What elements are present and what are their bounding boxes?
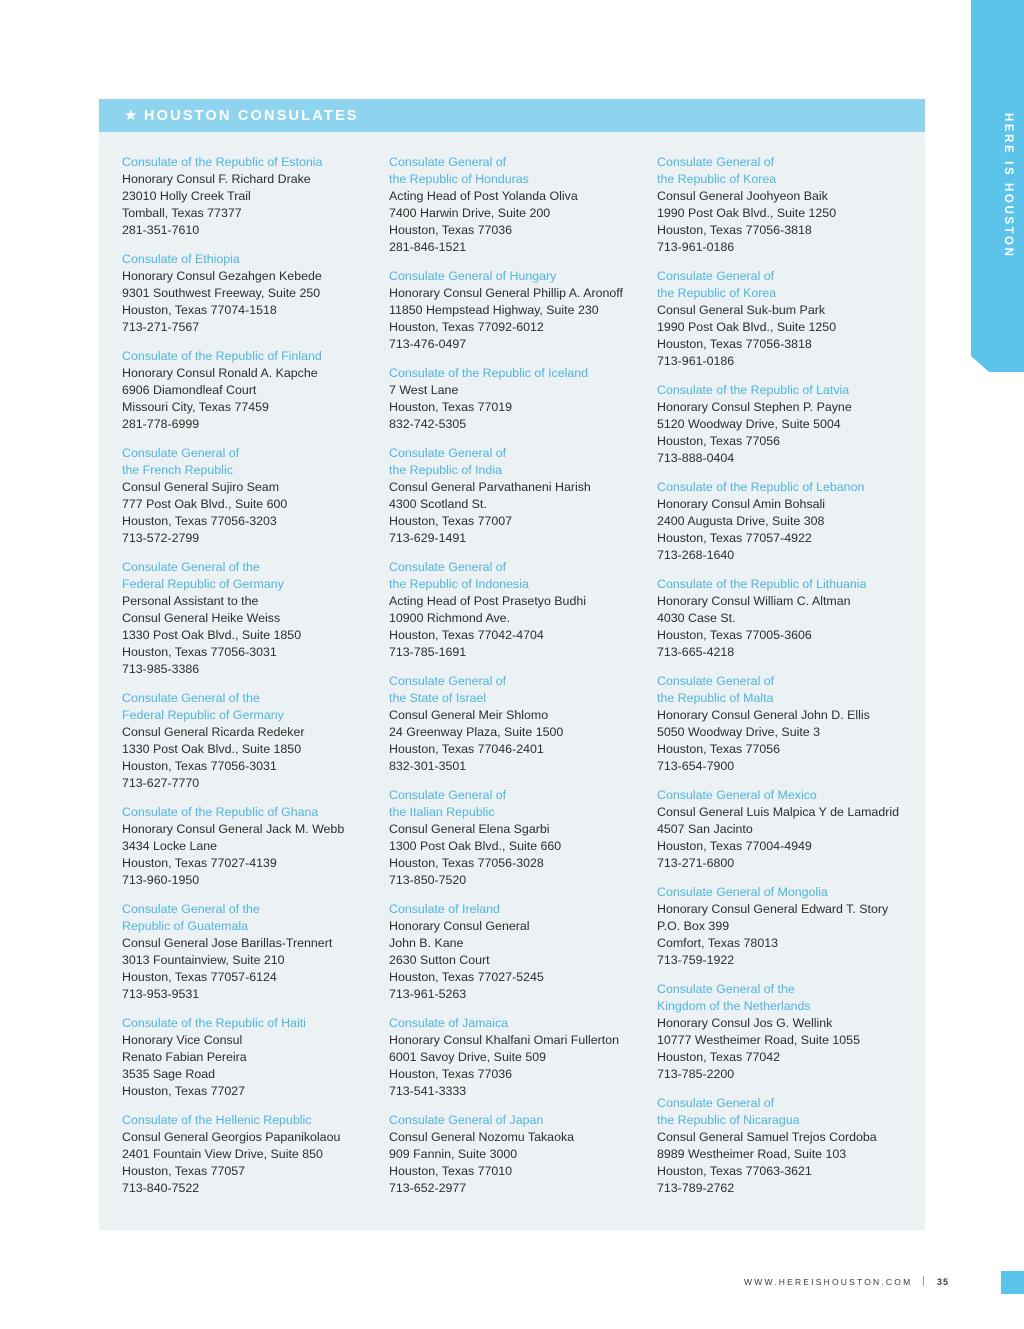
- consulate-detail: Honorary Consul Khalfani Omari Fullerton: [389, 1033, 620, 1047]
- consulate-detail: 1300 Post Oak Blvd., Suite 660: [389, 839, 562, 853]
- column-2: [389, 154, 639, 1209]
- consulate-detail: Houston, Texas 77057: [122, 1164, 246, 1178]
- consulate-name: Consulate of Jamaica: [389, 1016, 509, 1030]
- consulate-detail: 5120 Woodway Drive, Suite 5004: [657, 417, 841, 431]
- consulate-detail: Houston, Texas 77036: [389, 1067, 513, 1081]
- consulate-detail: 4030 Case St.: [657, 611, 736, 625]
- consulate-detail: Houston, Texas 77057-4922: [657, 531, 812, 545]
- consulate-detail: 2630 Sutton Court: [389, 953, 490, 967]
- consulate-name: Consulate General of: [389, 446, 507, 460]
- consulate-entry: [122, 901, 372, 1003]
- consulate-detail: 713-541-3333: [389, 1084, 467, 1098]
- consulate-name: Consulate of the Republic of Haiti: [122, 1016, 306, 1030]
- consulate-detail: Consul General Heike Weiss: [122, 611, 281, 625]
- consulate-name: the Italian Republic: [389, 805, 495, 819]
- consulate-detail: 713-572-2799: [122, 531, 200, 545]
- consulate-detail: Consul General Joohyeon Baik: [657, 189, 828, 203]
- consulate-detail: Consul General Nozomu Takaoka: [389, 1130, 575, 1144]
- consulate-detail: Houston, Texas 77004-4949: [657, 839, 812, 853]
- consulate-detail: 909 Fannin, Suite 3000: [389, 1147, 518, 1161]
- consulate-detail: Honorary Consul William C. Altman: [657, 594, 851, 608]
- consulate-detail: Houston, Texas 77005-3606: [657, 628, 812, 642]
- consulate-detail: Honorary Consul General Edward T. Story: [657, 902, 889, 916]
- consulate-entry: [389, 901, 639, 1003]
- consulate-detail: Honorary Consul Ronald A. Kapche: [122, 366, 318, 380]
- consulate-detail: 3013 Fountainview, Suite 210: [122, 953, 285, 967]
- section-title: HOUSTON CONSULATES: [144, 108, 359, 124]
- consulate-detail: John B. Kane: [389, 936, 464, 950]
- consulate-detail: 7400 Harwin Drive, Suite 200: [389, 206, 551, 220]
- consulate-detail: Houston, Texas 77056-3818: [657, 223, 812, 237]
- consulate-entry: [657, 673, 907, 775]
- star-icon: ★: [124, 107, 138, 124]
- consulate-entry: [657, 154, 907, 256]
- consulate-entry: [122, 348, 372, 433]
- consulate-name: Consulate of Ethiopia: [122, 252, 240, 266]
- consulate-name: Consulate of Ireland: [389, 902, 500, 916]
- side-tab-label: HERE IS HOUSTON: [1002, 113, 1014, 259]
- consulate-detail: 713-960-1950: [122, 873, 200, 887]
- consulate-detail: Houston, Texas 77092-6012: [389, 320, 544, 334]
- consulate-detail: Houston, Texas 77046-2401: [389, 742, 544, 756]
- consulate-detail: Consul General Parvathaneni Harish: [389, 480, 591, 494]
- consulate-name: Consulate of the Republic of Lebanon: [657, 480, 865, 494]
- consulate-detail: 713-789-2762: [657, 1181, 735, 1195]
- consulate-detail: Honorary Consul General John D. Ellis: [657, 708, 870, 722]
- consulate-name: Consulate General of Hungary: [389, 269, 557, 283]
- consulate-detail: 713-888-0404: [657, 451, 735, 465]
- consulate-name: Consulate General of: [389, 788, 507, 802]
- consulate-detail: Honorary Consul General Phillip A. Aronoff: [389, 286, 623, 300]
- consulate-name: Republic of Guatemala: [122, 919, 249, 933]
- consulate-detail: 8989 Westheimer Road, Suite 103: [657, 1147, 847, 1161]
- consulate-detail: Honorary Consul General: [389, 919, 530, 933]
- column-1: [122, 154, 372, 1209]
- consulate-name: Consulate General of the: [657, 982, 795, 996]
- consulate-name: Consulate General of Japan: [389, 1113, 544, 1127]
- consulate-name: Consulate of the Republic of Iceland: [389, 366, 589, 380]
- consulate-name: the Republic of Nicaragua: [657, 1113, 800, 1127]
- consulate-detail: 832-742-5305: [389, 417, 467, 431]
- consulate-entry: [122, 1015, 372, 1100]
- consulate-detail: 713-985-3386: [122, 662, 200, 676]
- consulate-name: Consulate General of: [389, 560, 507, 574]
- consulate-detail: 4507 San Jacinto: [657, 822, 753, 836]
- consulate-detail: 713-271-6800: [657, 856, 735, 870]
- consulate-detail: 713-629-1491: [389, 531, 467, 545]
- consulate-name: Consulate General of: [389, 155, 507, 169]
- consulate-detail: Houston, Texas 77019: [389, 400, 513, 414]
- footer-url[interactable]: WWW.HEREISHOUSTON.COM: [744, 1277, 913, 1287]
- consulate-detail: 281-778-6999: [122, 417, 200, 431]
- consulate-detail: 9301 Southwest Freeway, Suite 250: [122, 286, 321, 300]
- section-header: [99, 99, 925, 132]
- footer-divider: [923, 1276, 924, 1286]
- consulate-entry: [389, 673, 639, 775]
- consulate-detail: Houston, Texas 77010: [389, 1164, 513, 1178]
- consulate-detail: Houston, Texas 77074-1518: [122, 303, 277, 317]
- consulate-name: Consulate of the Republic of Ghana: [122, 805, 319, 819]
- consulate-name: Consulate of the Republic of Estonia: [122, 155, 323, 169]
- consulate-name: Consulate General of the: [122, 691, 260, 705]
- consulate-detail: Houston, Texas 77056-3031: [122, 759, 277, 773]
- consulate-detail: 713-953-9531: [122, 987, 200, 1001]
- consulate-entry: [122, 1112, 372, 1197]
- consulate-detail: 713-665-4218: [657, 645, 735, 659]
- consulate-detail: Acting Head of Post Prasetyo Budhi: [389, 594, 586, 608]
- consulate-name: the Republic of Honduras: [389, 172, 529, 186]
- consulate-entry: [389, 787, 639, 889]
- consulate-detail: 11850 Hempstead Highway, Suite 230: [389, 303, 599, 317]
- consulate-detail: 713-840-7522: [122, 1181, 200, 1195]
- consulate-name: the Republic of Indonesia: [389, 577, 529, 591]
- consulate-name: Consulate General of: [657, 1096, 775, 1110]
- consulate-detail: Consul General Ricarda Redeker: [122, 725, 305, 739]
- consulate-name: Consulate General of: [657, 674, 775, 688]
- consulate-detail: 713-652-2977: [389, 1181, 467, 1195]
- consulate-detail: Consul General Luis Malpica Y de Lamadrid: [657, 805, 899, 819]
- consulate-detail: Consul General Elena Sgarbi: [389, 822, 550, 836]
- consulate-detail: Consul General Suk-bum Park: [657, 303, 826, 317]
- consulate-detail: 713-654-7900: [657, 759, 735, 773]
- consulate-entry: [389, 268, 639, 353]
- consulate-entry: [122, 690, 372, 792]
- consulate-detail: 281-846-1521: [389, 240, 467, 254]
- consulate-detail: 7 West Lane: [389, 383, 459, 397]
- consulate-detail: 2401 Fountain View Drive, Suite 850: [122, 1147, 323, 1161]
- consulate-entry: [389, 559, 639, 661]
- consulate-entry: [389, 1112, 639, 1197]
- consulate-name: Consulate General of the: [122, 902, 260, 916]
- consulate-detail: 713-627-7770: [122, 776, 200, 790]
- consulate-detail: Houston, Texas 77027-4139: [122, 856, 277, 870]
- consulate-detail: 713-476-0497: [389, 337, 467, 351]
- page-number: 35: [937, 1277, 950, 1287]
- consulate-name: Consulate of the Republic of Lithuania: [657, 577, 867, 591]
- consulate-detail: Missouri City, Texas 77459: [122, 400, 269, 414]
- consulate-entry: [122, 251, 372, 336]
- consulate-detail: 777 Post Oak Blvd., Suite 600: [122, 497, 288, 511]
- consulate-detail: Consul General Georgios Papanikolaou: [122, 1130, 341, 1144]
- consulate-detail: 713-268-1640: [657, 548, 735, 562]
- consulate-detail: Houston, Texas 77056-3028: [389, 856, 544, 870]
- consulate-detail: 10777 Westheimer Road, Suite 1055: [657, 1033, 860, 1047]
- consulate-name: Kingdom of the Netherlands: [657, 999, 811, 1013]
- consulate-detail: 5050 Woodway Drive, Suite 3: [657, 725, 821, 739]
- consulate-detail: 1330 Post Oak Blvd., Suite 1850: [122, 742, 302, 756]
- consulate-entry: [122, 804, 372, 889]
- consulate-detail: 24 Greenway Plaza, Suite 1500: [389, 725, 564, 739]
- consulate-detail: Comfort, Texas 78013: [657, 936, 778, 950]
- consulate-detail: 1990 Post Oak Blvd., Suite 1250: [657, 206, 837, 220]
- consulate-name: Consulate of the Hellenic Republic: [122, 1113, 312, 1127]
- consulate-detail: Houston, Texas 77056-3203: [122, 514, 277, 528]
- consulate-name: Consulate General of: [122, 446, 240, 460]
- consulate-detail: 1330 Post Oak Blvd., Suite 1850: [122, 628, 302, 642]
- consulate-name: Consulate General of: [657, 269, 775, 283]
- consulate-detail: 2400 Augusta Drive, Suite 308: [657, 514, 825, 528]
- consulate-detail: Consul General Meir Shlomo: [389, 708, 549, 722]
- consulate-entry: [657, 576, 907, 661]
- consulate-entry: [389, 1015, 639, 1100]
- consulate-detail: Acting Head of Post Yolanda Oliva: [389, 189, 578, 203]
- consulate-entry: [122, 154, 372, 239]
- consulate-detail: 713-271-7567: [122, 320, 200, 334]
- consulate-detail: Houston, Texas 77057-6124: [122, 970, 277, 984]
- consulate-name: Federal Republic of Germany: [122, 577, 284, 591]
- consulate-detail: Houston, Texas 77056: [657, 742, 781, 756]
- consulate-detail: Honorary Consul F. Richard Drake: [122, 172, 311, 186]
- consulate-entry: [657, 382, 907, 467]
- consulate-detail: Consul General Jose Barillas-Trennert: [122, 936, 333, 950]
- consulate-name: the State of Israel: [389, 691, 487, 705]
- consulate-entry: [657, 884, 907, 969]
- consulate-detail: Renato Fabian Pereira: [122, 1050, 247, 1064]
- consulate-detail: 3535 Sage Road: [122, 1067, 216, 1081]
- consulate-detail: Houston, Texas 77007: [389, 514, 513, 528]
- consulate-detail: 3434 Locke Lane: [122, 839, 218, 853]
- consulate-detail: Honorary Consul Jos G. Wellink: [657, 1016, 833, 1030]
- consulate-detail: Honorary Consul General Jack M. Webb: [122, 822, 345, 836]
- consulate-detail: Houston, Texas 77056-3031: [122, 645, 277, 659]
- consulate-detail: Honorary Consul Stephen P. Payne: [657, 400, 852, 414]
- consulate-entry: [122, 445, 372, 547]
- consulate-name: Consulate of the Republic of Finland: [122, 349, 322, 363]
- consulate-detail: Houston, Texas 77042: [657, 1050, 781, 1064]
- consulate-detail: 23010 Holly Creek Trail: [122, 189, 251, 203]
- consulate-entry: [389, 445, 639, 547]
- consulate-detail: P.O. Box 399: [657, 919, 730, 933]
- column-3: [657, 154, 907, 1209]
- consulate-detail: 713-961-0186: [657, 240, 735, 254]
- consulate-detail: Personal Assistant to the: [122, 594, 259, 608]
- consulate-name: the Republic of Malta: [657, 691, 774, 705]
- consulate-name: the Republic of India: [389, 463, 502, 477]
- consulate-detail: 832-301-3501: [389, 759, 467, 773]
- consulate-detail: Houston, Texas 77036: [389, 223, 513, 237]
- consulate-name: the French Republic: [122, 463, 233, 477]
- consulate-entry: [389, 154, 639, 256]
- consulate-name: Federal Republic of Germany: [122, 708, 284, 722]
- consulate-detail: 6001 Savoy Drive, Suite 509: [389, 1050, 547, 1064]
- consulate-detail: Houston, Texas 77063-3621: [657, 1164, 812, 1178]
- consulate-entry: [657, 981, 907, 1083]
- consulate-detail: Houston, Texas 77027: [122, 1084, 246, 1098]
- corner-tab: [1001, 1271, 1024, 1294]
- consulate-detail: 4300 Scotland St.: [389, 497, 487, 511]
- consulate-detail: Houston, Texas 77056-3818: [657, 337, 812, 351]
- consulate-detail: Houston, Texas 77042-4704: [389, 628, 544, 642]
- consulate-detail: Tomball, Texas 77377: [122, 206, 242, 220]
- consulate-name: Consulate General of the: [122, 560, 260, 574]
- consulate-entry: [657, 268, 907, 370]
- consulate-name: Consulate General of: [389, 674, 507, 688]
- consulate-detail: 6906 Diamondleaf Court: [122, 383, 257, 397]
- consulate-entry: [657, 787, 907, 872]
- consulate-detail: Consul General Sujiro Seam: [122, 480, 280, 494]
- consulate-detail: Consul General Samuel Trejos Cordoba: [657, 1130, 877, 1144]
- consulate-detail: 1990 Post Oak Blvd., Suite 1250: [657, 320, 837, 334]
- consulate-detail: 713-961-0186: [657, 354, 735, 368]
- consulate-detail: Honorary Consul Gezahgen Kebede: [122, 269, 322, 283]
- consulate-name: Consulate of the Republic of Latvia: [657, 383, 850, 397]
- consulate-detail: Houston, Texas 77027-5245: [389, 970, 544, 984]
- consulate-name: Consulate General of: [657, 155, 775, 169]
- consulate-detail: 713-961-5263: [389, 987, 467, 1001]
- consulate-name: the Republic of Korea: [657, 286, 777, 300]
- consulates-panel: [99, 99, 925, 1230]
- consulate-detail: 10900 Richmond Ave.: [389, 611, 511, 625]
- consulate-detail: 281-351-7610: [122, 223, 200, 237]
- consulate-detail: 713-850-7520: [389, 873, 467, 887]
- consulate-name: the Republic of Korea: [657, 172, 777, 186]
- consulate-entry: [657, 479, 907, 564]
- consulate-detail: 713-759-1922: [657, 953, 735, 967]
- consulate-name: Consulate General of Mongolia: [657, 885, 828, 899]
- consulate-detail: Houston, Texas 77056: [657, 434, 781, 448]
- consulate-entry: [657, 1095, 907, 1197]
- consulate-detail: Honorary Consul Amin Bohsali: [657, 497, 826, 511]
- consulate-entry: [389, 365, 639, 433]
- consulate-name: Consulate General of Mexico: [657, 788, 817, 802]
- consulate-detail: 713-785-1691: [389, 645, 467, 659]
- consulate-detail: 713-785-2200: [657, 1067, 735, 1081]
- consulate-entry: [122, 559, 372, 678]
- consulate-detail: Honorary Vice Consul: [122, 1033, 243, 1047]
